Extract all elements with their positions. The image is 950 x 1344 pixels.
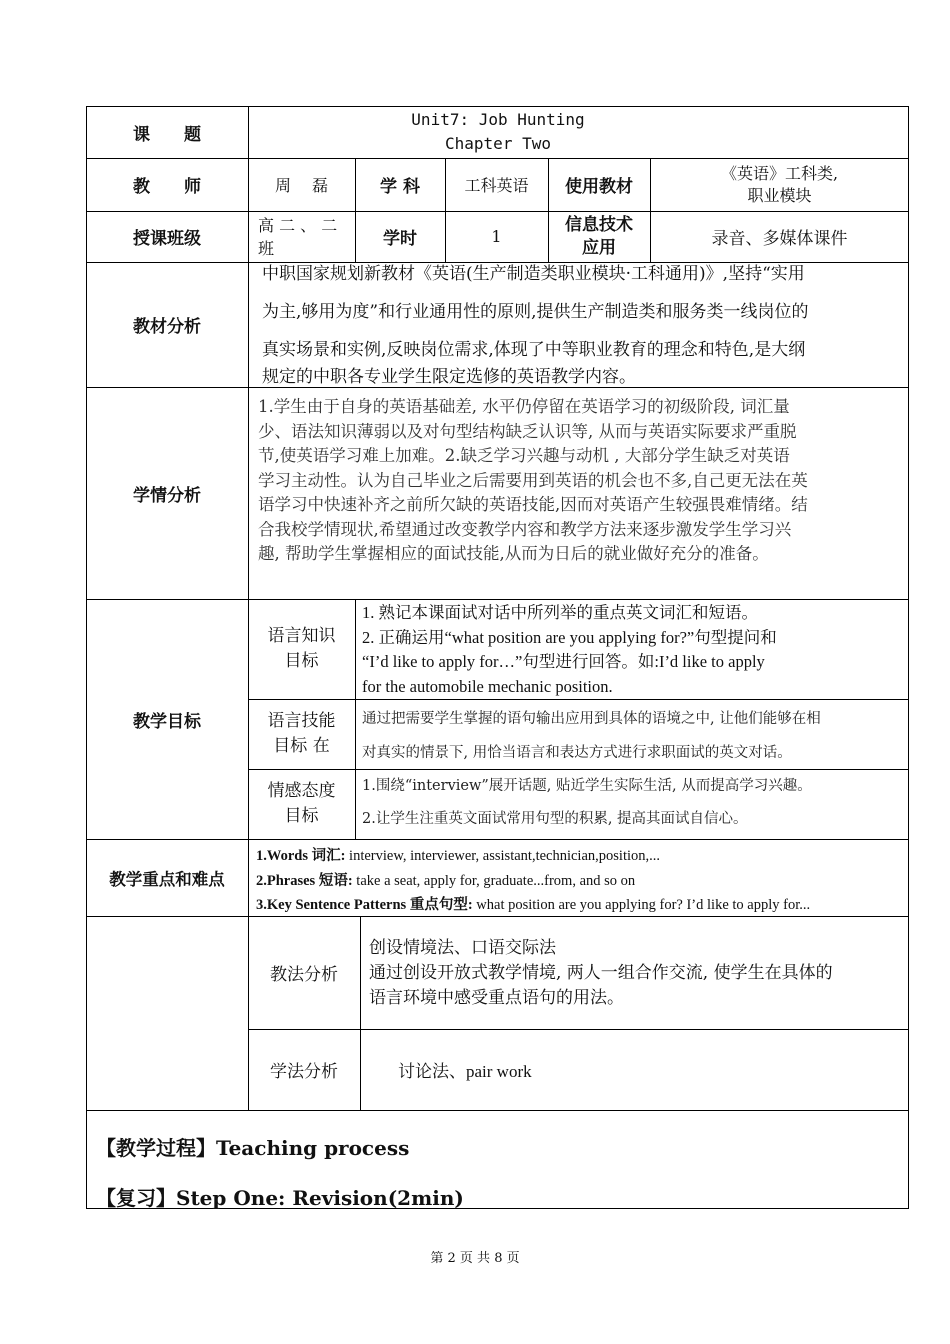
knowledge-line: 1. 熟记本课面试对话中所列举的重点英文词汇和短语。: [362, 603, 758, 622]
teaching-process-heading: 【教学过程】Teaching process: [96, 1136, 410, 1160]
material-line: 中职国家规划新教材《英语(生产制造类职业模块·工科通用)》,坚持“实用: [262, 264, 805, 284]
objectives-label: 教学目标: [133, 711, 201, 732]
key-points-label: 教学重点和难点: [109, 869, 225, 889]
topic-label: 课 题: [133, 124, 201, 145]
student-analysis-label: 学情分析: [133, 485, 201, 506]
student-line: 学习主动性。认为自己毕业之后需要用到英语的机会也不多,自己更无法在英: [258, 470, 808, 490]
subject-value: 工科英语: [464, 176, 529, 195]
material-line: 规定的中职各专业学生限定选修的英语教学内容。: [262, 367, 636, 387]
skill-line: 通过把需要学生掌握的语句输出应用到具体的语境之中, 让他们能够在相: [362, 711, 821, 727]
student-line: 趣, 帮助学生掌握相应的面试技能,从而为日后的就业做好充分的准备。: [258, 544, 769, 563]
knowledge-label-line1: 语言知识: [267, 626, 336, 646]
emotion-line: 2.让学生注重英文面试常用句型的积累, 提高其面试自信心。: [362, 811, 748, 827]
knowledge-line: for the automobile mechanic position.: [362, 676, 613, 696]
class-line1: 高 二 、 二: [258, 215, 338, 235]
material-analysis-text: [262, 262, 902, 390]
student-line: 1.学生由于自身的英语基础差, 水平仍停留在英语学习的初级阶段, 词汇量: [258, 397, 790, 416]
hours-label: 学时: [383, 229, 417, 249]
student-line: 少、语法知识薄弱以及对句型结构缺乏认识等, 从而与英语实际要求严重脱: [258, 421, 797, 441]
student-line: 节,使英语学习难上加难。2.缺乏学习兴趣与动机 , 大部分学生缺乏对英语: [258, 446, 790, 465]
it-value: 录音、多媒体课件: [711, 229, 848, 249]
key-points-text: [256, 844, 906, 918]
it-label: [548, 211, 650, 262]
key-words-line: [256, 844, 906, 869]
teaching-method-text: [369, 936, 907, 1011]
lesson-plan-table: [86, 106, 909, 1209]
textbook-line2: 职业模块: [747, 185, 812, 205]
knowledge-line: “I’d like to apply for…”句型进行回答。如:I’d like to apply: [362, 652, 765, 671]
student-line: 合我校学情现状,希望通过改变教学内容和教学方法来逐步激发学生学习兴: [258, 519, 792, 539]
student-line: 语学习中快速补齐之前所欠缺的英语技能,因而对英语产生较强畏难情绪。结: [258, 495, 808, 514]
learning-method-text: 讨论法、pair work: [398, 1062, 532, 1081]
subject-label: 学 科: [380, 177, 420, 197]
class-label: 授课班级: [133, 229, 201, 249]
skill-objective-label: [248, 699, 355, 769]
topic-line1: Unit7: Job Hunting: [411, 110, 585, 129]
it-label-line1: 信息技术: [565, 214, 633, 235]
topic-line2: Chapter Two: [445, 134, 551, 153]
it-label-line2: 应用: [582, 237, 616, 258]
key-sentence-head: 3.Key Sentence Patterns 重点句型:: [256, 897, 473, 913]
textbook-value: [650, 158, 909, 211]
class-line2: 班: [258, 238, 275, 258]
teaching-method-label: 教法分析: [270, 965, 338, 985]
topic-value: [248, 106, 748, 158]
hours-value: 1: [491, 227, 502, 246]
knowledge-label-line2: 目标: [284, 651, 319, 671]
teaching-method-line: 语言环境中感受重点语句的用法。: [369, 988, 624, 1008]
key-words-text: interview, interviewer, assistant,technician,position,...: [345, 848, 660, 864]
teaching-method-line: 通过创设开放式教学情境, 两人一组合作交流, 使学生在具体的: [369, 963, 833, 983]
teacher-value: 周 磊: [274, 176, 329, 195]
textbook-line1: 《英语》工科类,: [720, 163, 839, 183]
emotion-objective-text: [362, 770, 907, 836]
knowledge-line: 2. 正确运用“what position are you applying for?”句型提问和: [362, 627, 777, 647]
skill-label-line1: 语言技能: [267, 711, 336, 731]
emotion-label-line1: 情感态度: [267, 781, 336, 801]
key-phrases-line: [256, 869, 906, 894]
key-phrases-text: take a seat, apply for, graduate...from, and so on: [352, 872, 636, 889]
knowledge-objective-label: [248, 599, 355, 699]
learning-method-label: 学法分析: [270, 1062, 338, 1082]
textbook-label: 使用教材: [565, 177, 633, 197]
skill-objective-text: [362, 702, 907, 770]
material-line: 真实场景和实例,反映岗位需求,体现了中等职业教育的理念和特色,是大纲: [262, 340, 806, 360]
step-one-heading: 【复习】Step One: Revision(2min): [96, 1186, 464, 1210]
material-line: 为主,够用为度”和行业通用性的原则,提供生产制造类和服务类一线岗位的: [262, 302, 809, 322]
key-sentence-text: what position are you applying for? I’d like to apply for...: [472, 897, 811, 913]
skill-line: 对真实的情景下, 用恰当语言和表达方式进行求职面试的英文对话。: [362, 745, 792, 761]
page-footer: 第 2 页 共 8 页: [430, 1251, 520, 1266]
class-value: [248, 211, 355, 262]
teaching-method-line: 创设情境法、口语交际法: [369, 938, 556, 958]
emotion-line: 1.围绕“interview”展开话题, 贴近学生实际生活, 从而提高学习兴趣。: [362, 778, 812, 794]
teacher-label: 教 师: [133, 177, 201, 197]
key-words-head: 1.Words 词汇:: [256, 848, 346, 864]
skill-label-line2: 目标 在: [273, 736, 330, 756]
knowledge-objective-text: [362, 601, 907, 699]
emotion-label-line2: 目标: [284, 806, 319, 826]
key-sentence-line: [256, 893, 906, 918]
material-analysis-label: 教材分析: [133, 317, 201, 337]
emotion-objective-label: [248, 769, 355, 839]
student-analysis-text: [258, 395, 903, 567]
key-phrases-head: 2.Phrases 短语:: [256, 872, 353, 889]
